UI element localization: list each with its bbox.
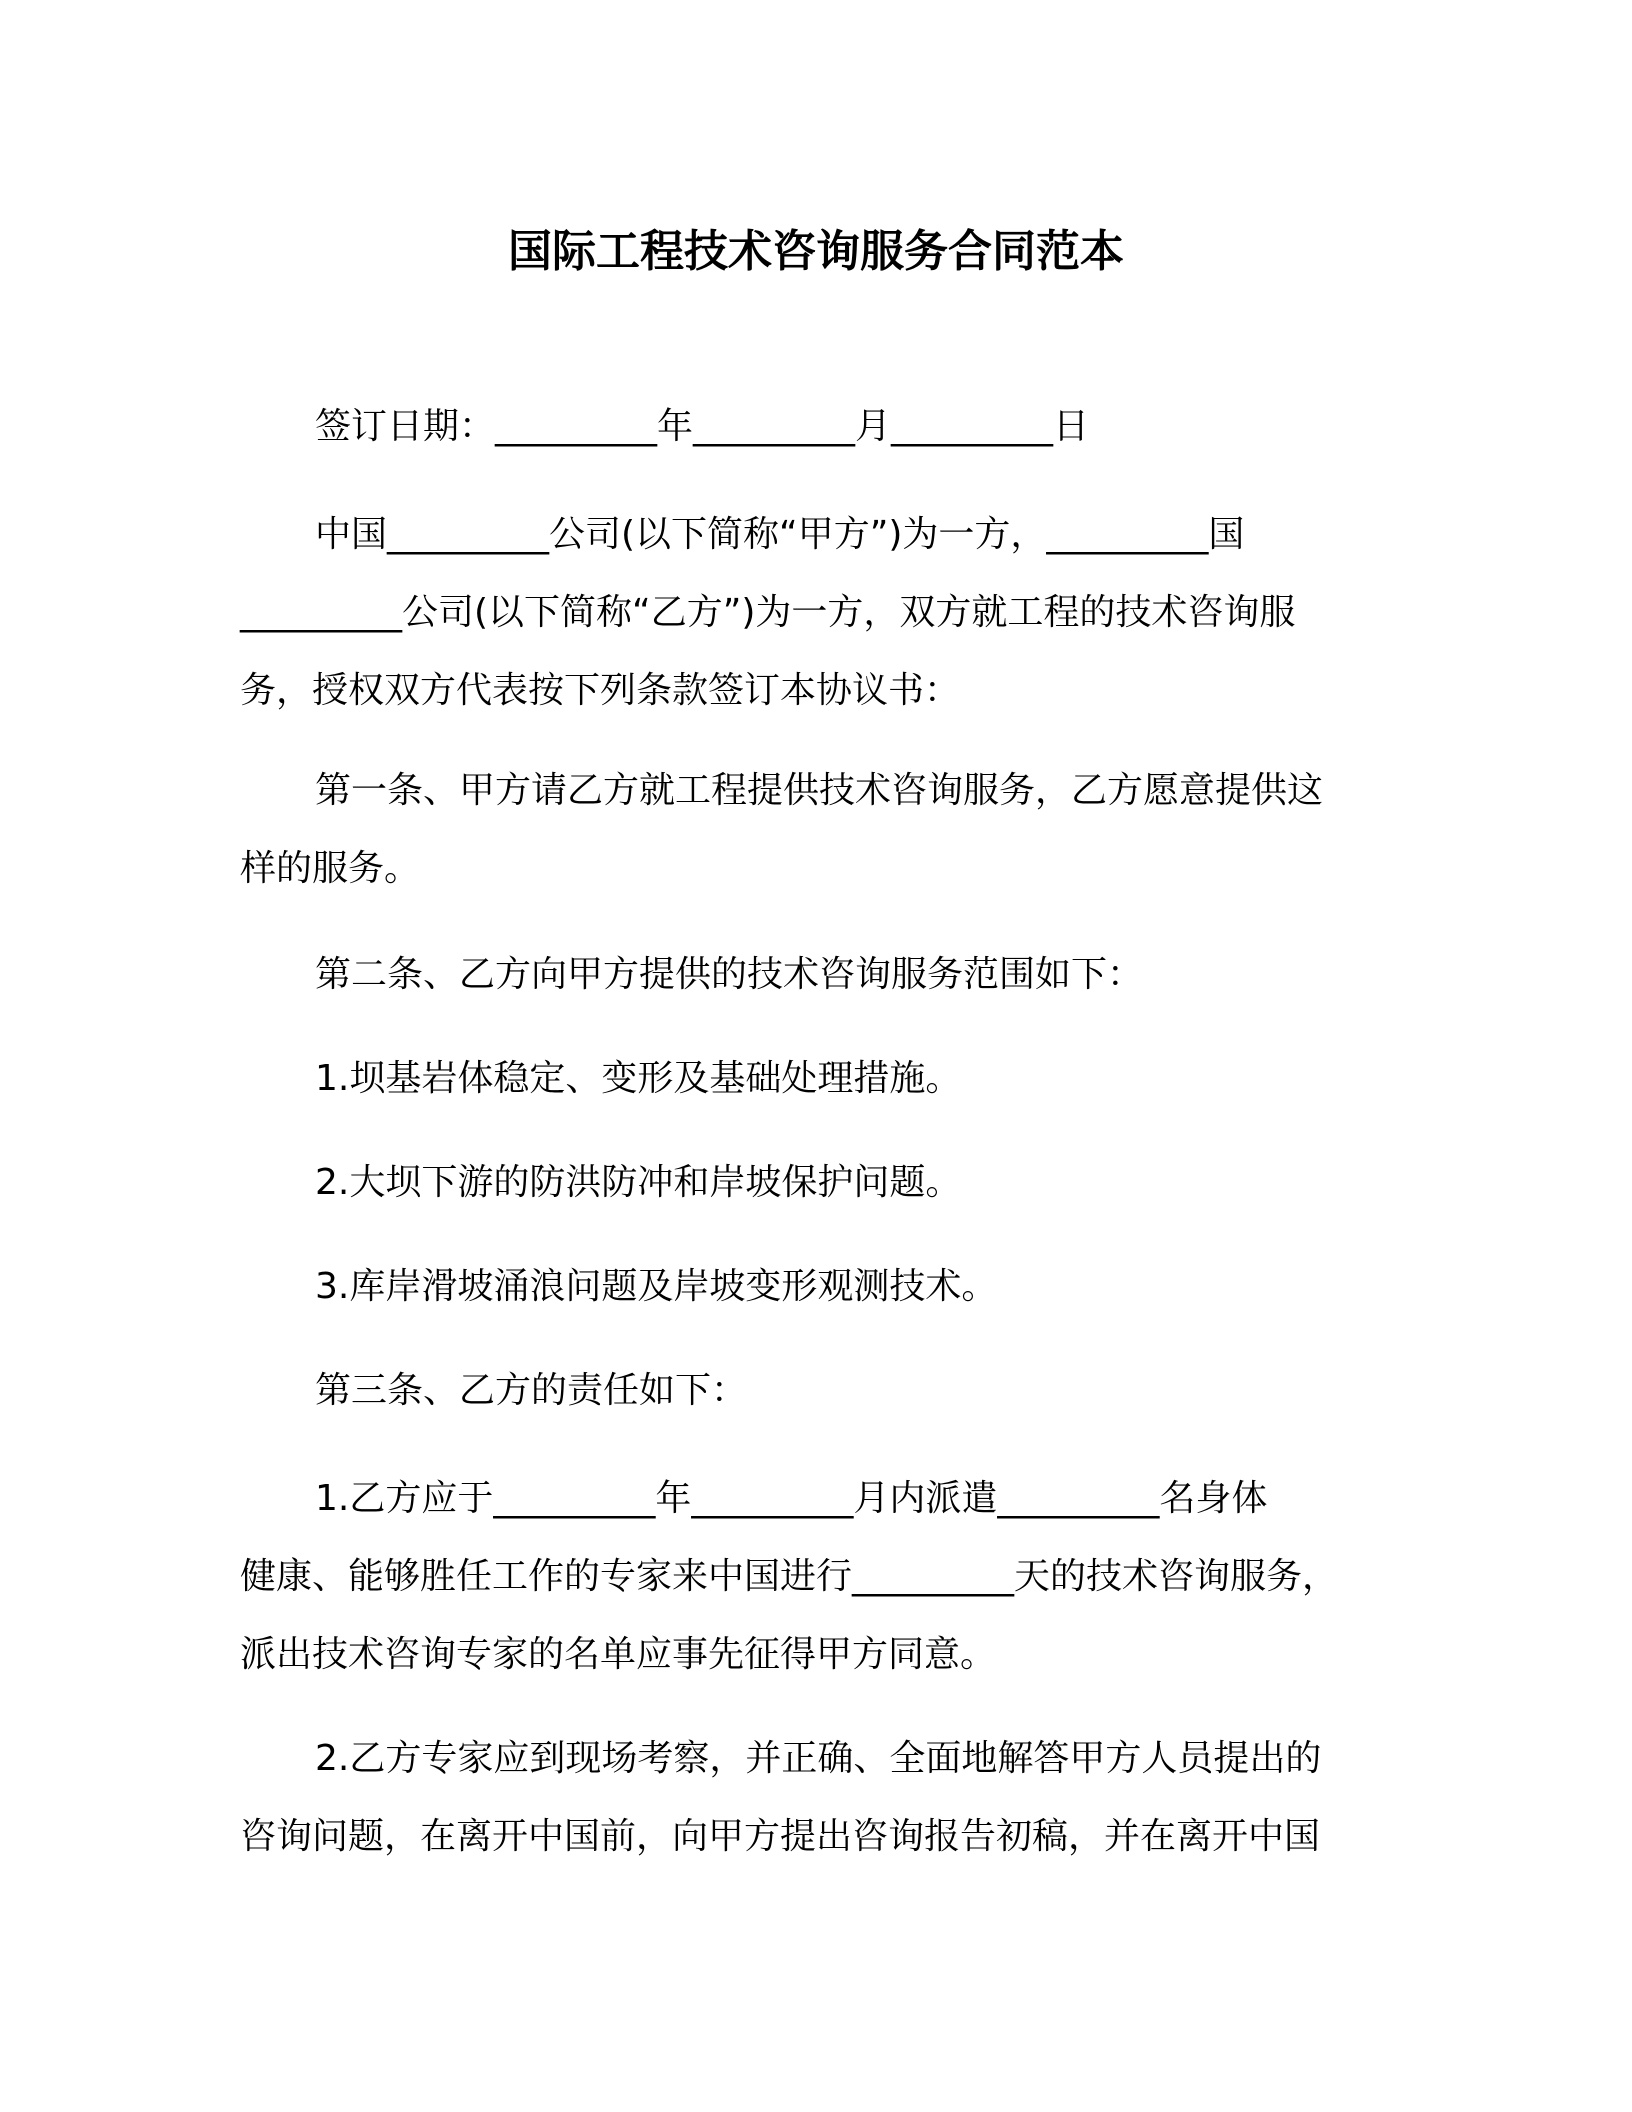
parties-line-3: 务，授权双方代表按下列条款签订本协议书： — [240, 670, 961, 711]
document-title: 国际工程技术咨询服务合同范本 — [508, 226, 1124, 277]
parties-line-1: 中国_________公司(以下简称“甲方”)为一方，_________国 — [315, 514, 1245, 555]
article-2-item-2: 2.大坝下游的防洪防冲和岸坡保护问题。 — [315, 1162, 962, 1203]
signing-date-line: 签订日期：_________年_________月_________日 — [315, 406, 1090, 447]
article-1-line-2: 样的服务。 — [240, 848, 421, 889]
article-3-item-1-line-2: 健康、能够胜任工作的专家来中国进行_________天的技术咨询服务， — [240, 1556, 1339, 1597]
parties-line-2: _________公司(以下简称“乙方”)为一方，双方就工程的技术咨询服 — [240, 592, 1296, 633]
article-1-line-1: 第一条、甲方请乙方就工程提供技术咨询服务，乙方愿意提供这 — [315, 770, 1324, 811]
article-2-heading: 第二条、乙方向甲方提供的技术咨询服务范围如下： — [315, 954, 1144, 995]
article-3-item-2-line-1: 2.乙方专家应到现场考察，并正确、全面地解答甲方人员提出的 — [315, 1738, 1322, 1779]
article-3-item-1-line-1: 1.乙方应于_________年_________月内派遣_________名身体 — [315, 1478, 1268, 1519]
article-3-heading: 第三条、乙方的责任如下： — [315, 1370, 748, 1411]
article-3-item-1-line-3: 派出技术咨询专家的名单应事先征得甲方同意。 — [240, 1634, 997, 1675]
article-2-item-1: 1.坝基岩体稳定、变形及基础处理措施。 — [315, 1058, 962, 1099]
article-2-item-3: 3.库岸滑坡涌浪问题及岸坡变形观测技术。 — [315, 1266, 998, 1307]
article-3-item-2-line-2: 咨询问题，在离开中国前，向甲方提出咨询报告初稿，并在离开中国 — [240, 1816, 1321, 1857]
